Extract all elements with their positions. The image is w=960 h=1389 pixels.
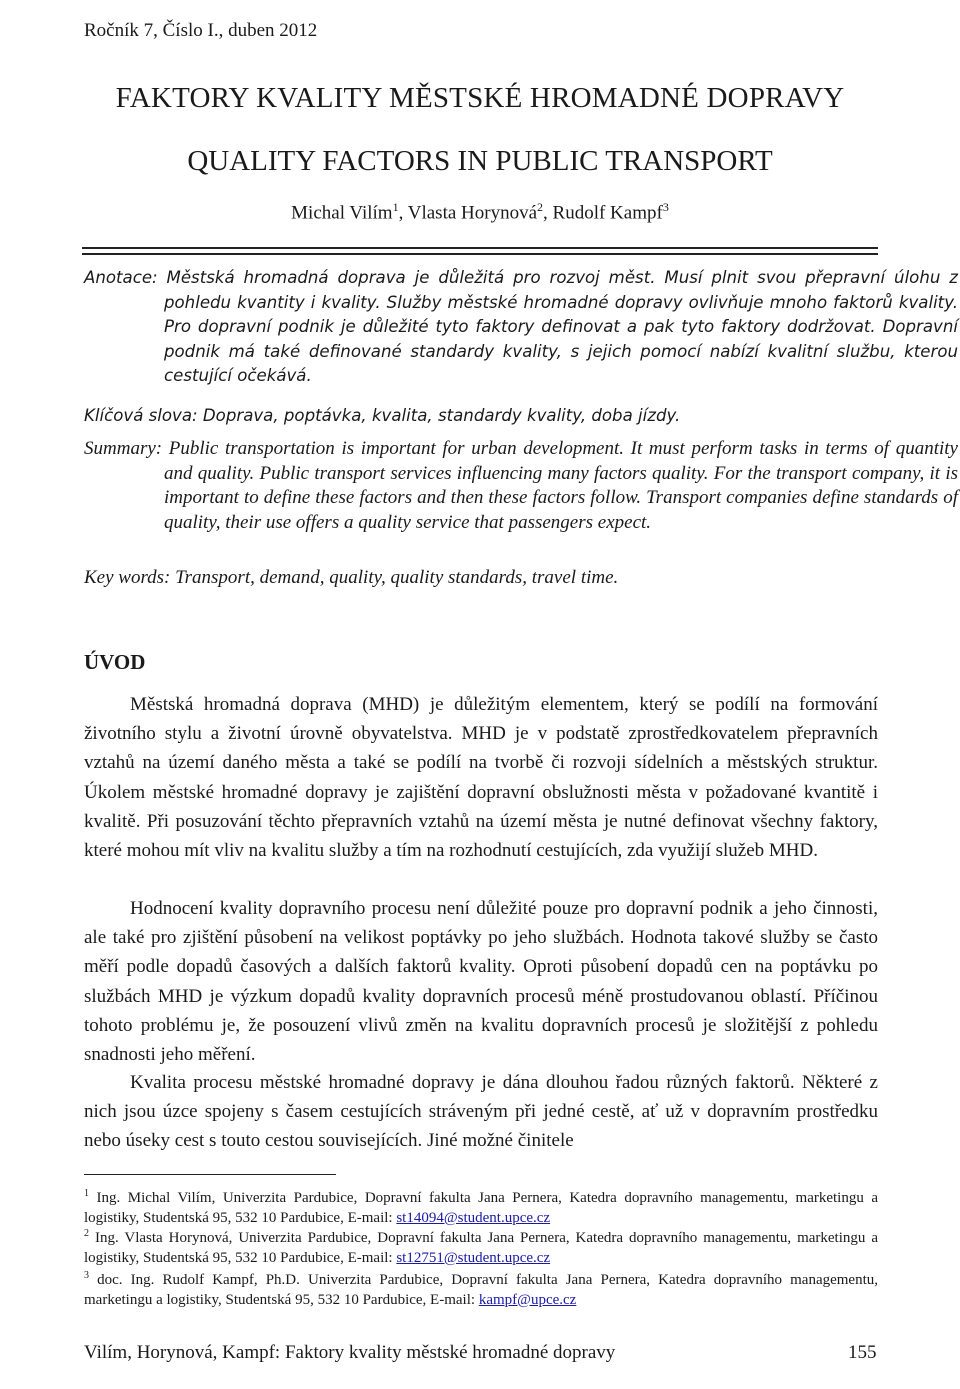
- body-paragraph: Městská hromadná doprava (MHD) je důležitým elementem, který se podílí na formování životního stylu a životní úrovně obyvatelstva. MHD je v podstatě zprostředkovatelem přepravních vztahů na území daného města a také se podílí na tvorbě či rozvoji sídelních a městských struktur. Úkolem městské hromadné dopravy je zajištění dopravní obslužnosti města v požadované kvantitě i kvalitě. Při posuzování těchto přepravních vztahů na území města je nutné definovat všechny faktory, které mohou mít vliv na kvalitu služby a tím na rozhodnutí cestujících, zda využijí služeb MHD.: [84, 694, 878, 862]
- keywords-text: Doprava, poptávka, kvalita, standardy kvality, doba jízdy.: [202, 406, 681, 425]
- body-paragraph: Hodnocení kvality dopravního procesu není důležité pouze pro dopravní podnik a jeho činnosti, ale také pro zjištění působení na velikost poptávky po jeho službách. Hodnota takové služby se často měří podle dopadů časových a dalších faktorů kvality. Oproti působení dopadů cen na poptávku po službách MHD je výzkum dopadů kvality dopravních procesů méně prostudovanou oblastí. Příčinou tohoto problému je, že posouzení vlivů změn na kvalitu dopravních procesů je složitější z pohledu snadnosti jeho měření.: [84, 898, 878, 1066]
- abstract-czech: [84, 266, 958, 389]
- footnote: [84, 1184, 878, 1228]
- section-heading: ÚVOD: [84, 650, 146, 674]
- journal-issue-header: Ročník 7, Číslo I., duben 2012: [84, 20, 318, 41]
- footnote-number: 1: [84, 1188, 89, 1199]
- running-footer-title: Vilím, Horynová, Kampf: Faktory kvality městské hromadné dopravy: [84, 1342, 616, 1363]
- abstract-text: Městská hromadná doprava je důležitá pro rozvoj měst. Musí plnit svou přepravní úlohu z pohledu kvantity i kvality. Služby městské hromadné dopravy ovlivňuje mnoho faktorů kvality. Pro dopravní podnik je důležité tyto faktory definovat a pak tyto faktory dodržovat. Dopravní podnik má také definované standardy kvality, s jejich pomocí nabízí kvalitní službu, kterou cestující očekává.: [164, 268, 958, 386]
- footnote: [84, 1266, 878, 1310]
- double-rule-divider: [82, 247, 878, 255]
- author-footnote-mark: 3: [662, 200, 669, 214]
- author-name: Michal Vilím: [291, 202, 393, 224]
- keywords-english: [84, 566, 878, 591]
- author-name: Vlasta Horynová: [407, 202, 538, 224]
- summary-label: Summary:: [84, 438, 169, 459]
- footnote-number: 2: [84, 1228, 89, 1239]
- email-link[interactable]: kampf@upce.cz: [478, 1291, 577, 1308]
- author-separator: ,: [398, 202, 408, 224]
- keywords-label: Key words:: [84, 567, 176, 588]
- email-link[interactable]: st14094@student.upce.cz: [396, 1209, 551, 1226]
- author-name: Rudolf Kampf: [552, 202, 663, 224]
- title-english: QUALITY FACTORS IN PUBLIC TRANSPORT: [187, 145, 773, 177]
- title-czech: FAKTORY KVALITY MĚSTSKÉ HROMADNÉ DOPRAVY: [115, 82, 845, 114]
- footnote: [84, 1224, 878, 1268]
- author-list: [0, 200, 960, 224]
- keywords-text: Transport, demand, quality, quality standards, travel time.: [175, 567, 619, 588]
- footnote-separator: [84, 1174, 336, 1175]
- summary-english: [84, 437, 958, 535]
- footnote-number: 3: [84, 1270, 89, 1281]
- keywords-czech: [84, 404, 878, 429]
- body-paragraph: Kvalita procesu městské hromadné dopravy je dána dlouhou řadou různých faktorů. Některé z nich jsou úzce spojeny s časem cestujících stráveným při jedné cestě, ať už v dopravním prostředku nebo úseky cest s touto cestou souvisejících. Jiné možné činitele: [84, 1072, 878, 1152]
- author-footnote-mark: 2: [537, 200, 544, 214]
- email-link[interactable]: st12751@student.upce.cz: [396, 1249, 551, 1266]
- summary-text: Public transportation is important for urban development. It must perform tasks in terms of quantity and quality. Public transport services influencing many factors quality. For the transport company, it is important to define these factors and then these factors follow. Transport companies define standards of quality, their use offers a quality service that passengers expect.: [164, 438, 958, 533]
- keywords-label: Klíčová slova:: [84, 406, 203, 425]
- abstract-label: Anotace:: [84, 268, 167, 287]
- footnote-text: Ing. Michal Vilím, Univerzita Pardubice, Dopravní fakulta Jana Pernera, Katedra dopravního managementu, marketingu a logistiky, Studentská 95, 532 10 Pardubice, E-mail:: [84, 1190, 878, 1226]
- footnote-text: Ing. Vlasta Horynová, Univerzita Pardubice, Dopravní fakulta Jana Pernera, Katedra dopravního managementu, marketingu a logistiky, Studentská 95, 532 10 Pardubice, E-mail:: [84, 1230, 878, 1266]
- author-footnote-mark: 1: [392, 200, 399, 214]
- page-number: 155: [848, 1342, 877, 1363]
- author-separator: ,: [543, 202, 553, 224]
- footnote-text: doc. Ing. Rudolf Kampf, Ph.D. Univerzita Pardubice, Dopravní fakulta Jana Pernera, Katedra dopravního managementu, marketingu a logistiky, Studentská 95, 532 10 Pardubice, E-mail:: [84, 1272, 878, 1308]
